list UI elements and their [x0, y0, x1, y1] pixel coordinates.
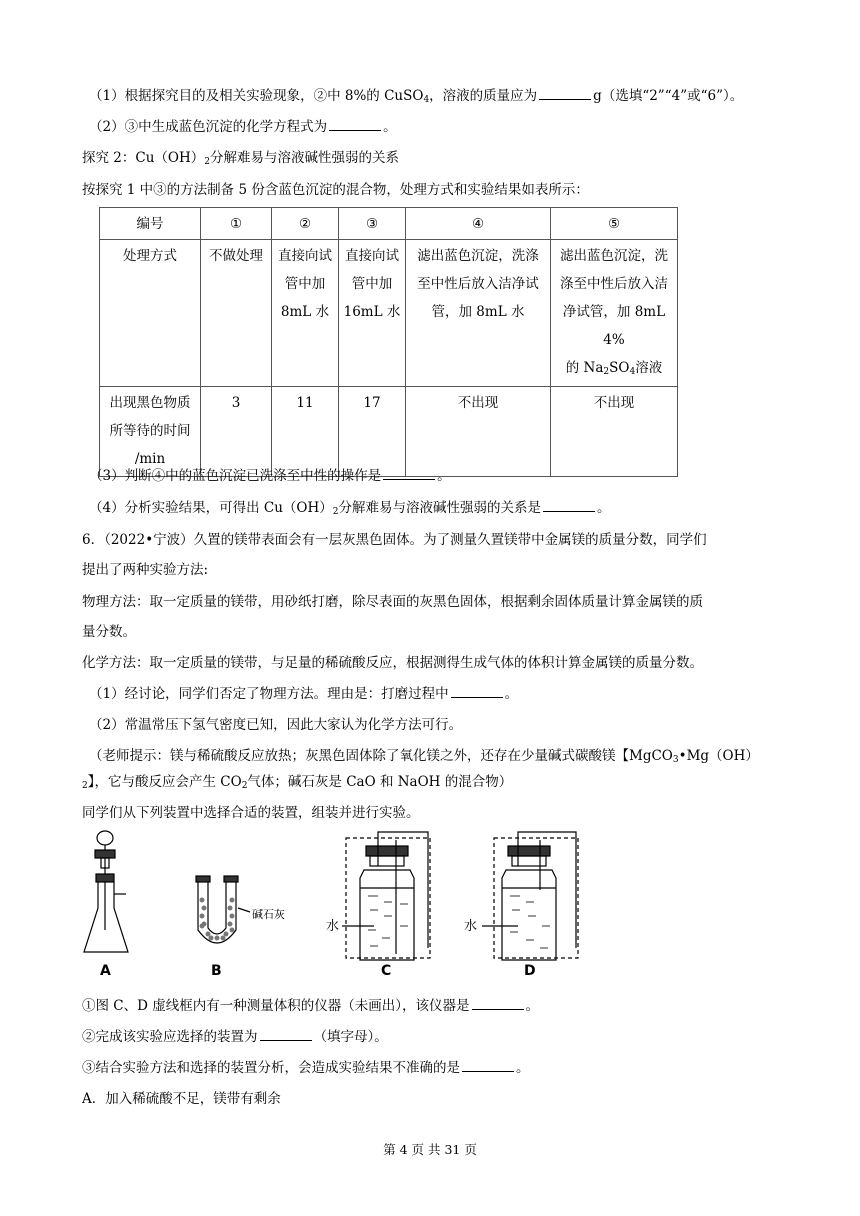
answer-blank[interactable]: [329, 118, 381, 131]
results-table: [99, 207, 678, 477]
sub-question-2: ②完成该实验应选择的装置为 （填字母）。: [82, 1029, 388, 1045]
table-cell: 直接向试 管中加 8mL 水: [272, 240, 339, 387]
table-id: ④: [406, 208, 551, 240]
answer-blank[interactable]: [543, 499, 595, 512]
bottle-c-icon: [342, 832, 430, 960]
chemical-method: 化学方法：取一定质量的镁带，与足量的稀硫酸反应，根据测得生成气体的体积计算金属镁的质量分数。: [82, 655, 703, 671]
table-header-label: 编号: [100, 208, 201, 240]
c-water-label: 水: [326, 919, 340, 934]
answer-blank[interactable]: [451, 685, 503, 698]
explore-2-heading: 探究 2：$Cu(OH)_2$分解难易与溶液碱性强弱的关系: [82, 150, 399, 167]
table-row-label: 出现黑色物质 所等待的时间 /min: [100, 387, 201, 477]
table-cell: 直接向试 管中加 16mL 水: [339, 240, 406, 387]
question-6-line1: 6．（2022•宁波）久置的镁带表面会有一层灰黑色固体。为了测量久置镁带中金属镁的质量分数，同学们: [82, 532, 707, 548]
flask-a-icon: [84, 831, 128, 952]
option-a: A．加入稀硫酸不足，镁带有剩余: [82, 1091, 281, 1107]
d-water-label: 水: [464, 919, 478, 934]
question-1-2: （2）③中生成蓝色沉淀的化学方程式为 。: [89, 119, 397, 135]
table-cell: 不出现: [551, 387, 678, 477]
label-c: C: [381, 963, 392, 979]
teacher-tip-line2: $_2$】，它与酸反应会产生 $CO_2$气体；碱石灰是 CaO 和 NaOH 的混合物）: [82, 774, 513, 791]
sub-question-1: ①图 C、D 虚线框内有一种测量体积的仪器（未画出），该仪器是 。: [82, 998, 539, 1014]
table-id: ③: [339, 208, 406, 240]
answer-blank[interactable]: [462, 1059, 514, 1072]
bottle-d-icon: [482, 832, 578, 960]
question-1-1: （1）根据探究目的及相关实验现象，②中 8%的 CuSO$_4$，溶液的质量应为 g（选填“2”“4”或“6”）。: [89, 88, 744, 105]
table-cell: 不做处理: [201, 240, 272, 387]
teacher-tip-line1: （老师提示：镁与稀硫酸反应放热；灰黑色固体除了氧化镁之外，还存在少量碱式碳酸镁【MgCO$_3$•Mg（OH）: [89, 748, 759, 765]
physical-method-line1: 物理方法：取一定质量的镁带，用砂纸打磨，除尽表面的灰黑色固体，根据剩余固体质量计算金属镁的质: [82, 594, 703, 610]
table-cell: 滤出蓝色沉淀，洗涤 至中性后放入洁净试 管，加 8mL 水: [406, 240, 551, 387]
table-row-label: 处理方式: [100, 240, 201, 387]
question-6-1: （1）经讨论，同学们否定了物理方法。理由是：打磨过程中 。: [89, 686, 519, 702]
label-b: B: [211, 963, 222, 979]
question-6-line2: 提出了两种实验方法:: [82, 562, 209, 578]
select-apparatus-text: 同学们从下列装置中选择合适的装置，组装并进行实验。: [82, 805, 420, 821]
table-id: ⑤: [551, 208, 678, 240]
physical-method-line2: 量分数。: [82, 624, 136, 640]
question-6-2: （2）常温常压下氢气密度已知，因此大家认为化学方法可行。: [89, 717, 463, 733]
answer-blank[interactable]: [472, 997, 524, 1010]
page-footer: 第 4 页 共 31 页: [383, 1142, 477, 1157]
label-d: D: [524, 963, 536, 979]
table-cell: 滤出蓝色沉淀，洗 涤至中性后放入洁 净试管，加 8mL 4% 的 $Na_2SO_4$溶液: [551, 240, 678, 387]
label-a: A: [100, 963, 111, 979]
table-cell: 17: [339, 387, 406, 477]
table-cell: 11: [272, 387, 339, 477]
table-id: ②: [272, 208, 339, 240]
b-label-text: 碱石灰: [252, 908, 285, 921]
question-1-4: （4）分析实验结果，可得出 $Cu(OH)_2$分解难易与溶液碱性强弱的关系是 。: [89, 500, 611, 517]
u-tube-b-icon: [196, 876, 250, 943]
question-1-3: （3）判断④中的蓝色沉淀已洗涤至中性的操作是 。: [89, 468, 451, 484]
answer-blank[interactable]: [260, 1028, 312, 1041]
table-id: ①: [201, 208, 272, 240]
table-cell: 3: [201, 387, 272, 477]
answer-blank[interactable]: [539, 87, 591, 100]
apparatus-figure: [78, 830, 598, 990]
sub-question-3: ③结合实验方法和选择的装置分析，会造成实验结果不准确的是 。: [82, 1060, 530, 1076]
table-cell: 不出现: [406, 387, 551, 477]
prep-text: 按探究 1 中③的方法制备 5 份含蓝色沉淀的混合物，处理方式和实验结果如表所示：: [82, 182, 589, 198]
answer-blank[interactable]: [383, 467, 435, 480]
